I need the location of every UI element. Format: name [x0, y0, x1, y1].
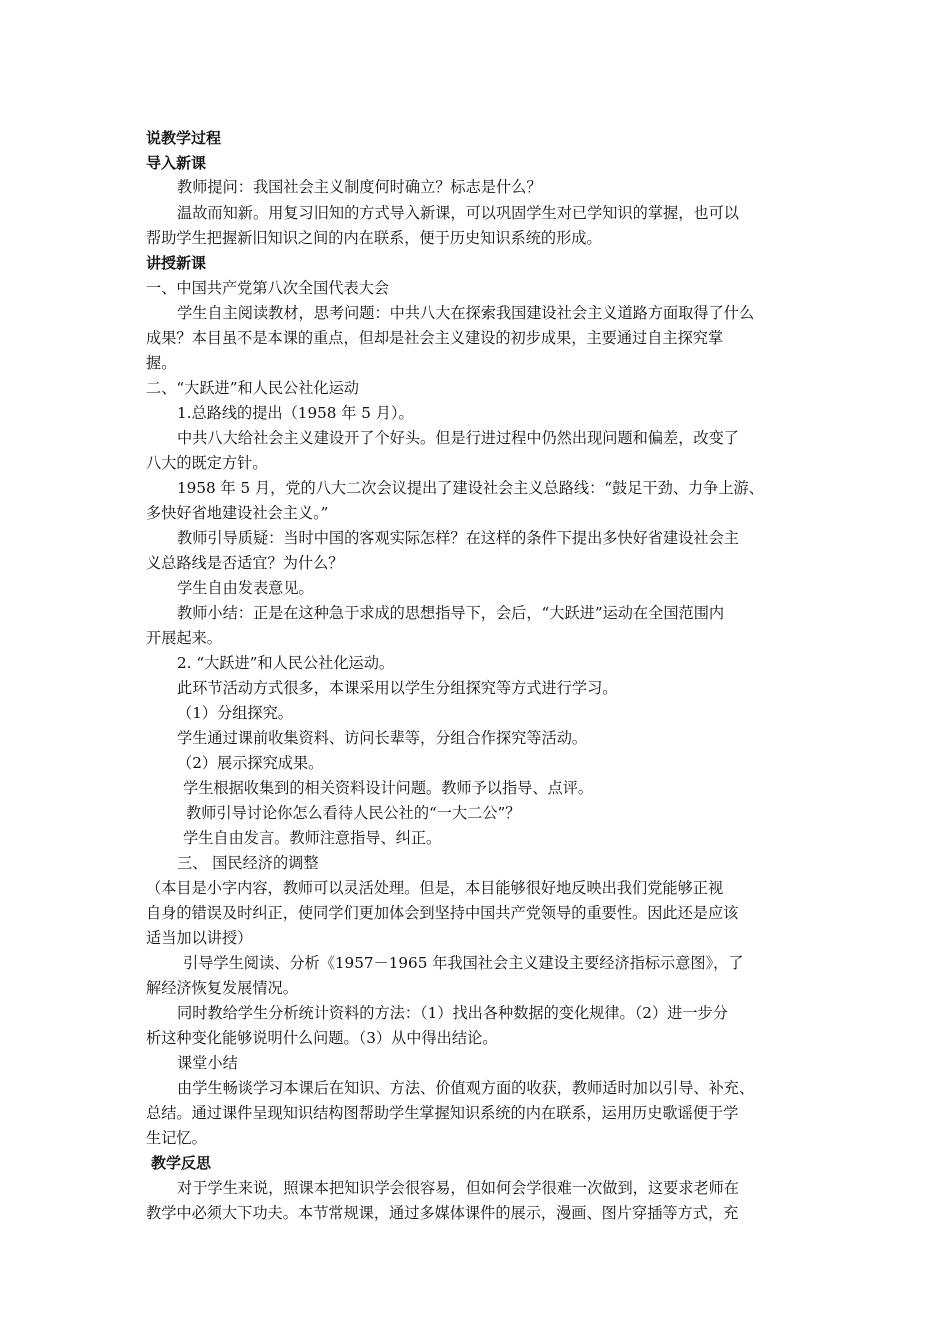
section-2-paragraph-line: 学生自由发表意见。 [177, 579, 314, 597]
section-2-paragraph-line: 八大的既定方针。 [146, 454, 268, 472]
summary-paragraph-line: 生记忆。 [146, 1129, 207, 1147]
section-3-paragraph-line: （本目是小字内容，教师可以灵活处理。但是，本目能够很好地反映出我们党能够正视 [146, 879, 724, 897]
heading-teaching: 讲授新课 [146, 254, 207, 272]
section-3-paragraph-line: 适当加以讲授） [146, 929, 253, 947]
section-2-paragraph-line: 教师引导讨论你怎么看待人民公社的“一大二公”？ [186, 804, 521, 822]
heading-intro: 导入新课 [146, 154, 207, 172]
section-2-item-2: 2. “大跃进”和人民公社化运动。 [177, 654, 395, 672]
section-3-paragraph-line: 自身的错误及时纠正，使同学们更加体会到坚持中国共产党领导的重要性。因此还是应该 [146, 904, 739, 922]
section-2-title: 二、“大跃进”和人民公社化运动 [146, 379, 359, 397]
summary-paragraph-line: 由学生畅谈学习本课后在知识、方法、价值观方面的收获，教师适时加以引导、补充、 [177, 1079, 755, 1097]
section-2-paragraph-line: 中共八大给社会主义建设开了个好头。但是行进过程中仍然出现问题和偏差，改变了 [177, 429, 739, 447]
section-3-paragraph-line: 解经济恢复发展情况。 [146, 979, 298, 997]
section-1-paragraph-line: 学生自主阅读教材，思考问题：中共八大在探索我国建设社会主义道路方面取得了什么 [177, 304, 755, 322]
intro-paragraph-line: 帮助学生把握新旧知识之间的内在联系，便于历史知识系统的形成。 [146, 229, 602, 247]
section-3-paragraph-line: 引导学生阅读、分析《1957－1965 年我国社会主义建设主要经济指标示意图》，了 [183, 954, 744, 972]
section-2-paragraph-line: 1958 年 5 月，党的八大二次会议提出了建设社会主义总路线：“鼓足干劲、力争上游、 [177, 479, 764, 497]
summary-paragraph-line: 总结。通过课件呈现知识结构图帮助学生掌握知识系统的内在联系，运用历史歌谣便于学 [146, 1104, 739, 1122]
heading-reflection: 教学反思 [151, 1154, 212, 1172]
section-1-title: 一、中国共产党第八次全国代表大会 [146, 279, 389, 297]
section-2-paragraph-line: 开展起来。 [146, 629, 222, 647]
reflection-paragraph-line: 对于学生来说，照课本把知识学会很容易，但如何会学很难一次做到，这要求老师在 [177, 1179, 739, 1197]
section-2-paragraph-line: 学生根据收集到的相关资料设计问题。教师予以指导、点评。 [183, 779, 594, 797]
section-2-paragraph-line: 教师引导质疑：当时中国的客观实际怎样？在这样的条件下提出多快好省建设社会主 [177, 529, 739, 547]
intro-paragraph-line: 温故而知新。用复习旧知的方式导入新课，可以巩固学生对已学知识的掌握，也可以 [177, 204, 739, 222]
section-2-paragraph-line: 教师小结：正是在这种急于求成的思想指导下，会后，“大跃进”运动在全国范围内 [177, 604, 725, 622]
section-2-paragraph-line: 此环节活动方式很多，本课采用以学生分组探究等方式进行学习。 [177, 679, 618, 697]
section-2-paragraph-line: 学生自由发言。教师注意指导、纠正。 [183, 829, 442, 847]
section-2-paragraph-line: 学生通过课前收集资料、访问长辈等，分组合作探究等活动。 [177, 729, 588, 747]
section-2-paragraph-line: 义总路线是否适宜？为什么？ [146, 554, 344, 572]
section-2-subitem-1: （1）分组探究。 [177, 704, 293, 722]
reflection-paragraph-line: 教学中必须大下功夫。本节常规课，通过多媒体课件的展示，漫画、图片穿插等方式，充 [146, 1204, 739, 1222]
section-2-subitem-2: （2）展示探究成果。 [177, 754, 324, 772]
section-1-paragraph-line: 成果？本目虽不是本课的重点，但却是社会主义建设的初步成果，主要通过自主探究掌 [146, 329, 724, 347]
intro-question: 教师提问：我国社会主义制度何时确立？标志是什么？ [177, 178, 542, 196]
section-1-paragraph-line: 握。 [146, 354, 177, 372]
section-3-paragraph-line: 同时教给学生分析统计资料的方法：（1）找出各种数据的变化规律。（2）进一步分 [177, 1004, 728, 1022]
section-2-item-1: 1.总路线的提出（1958 年 5 月）。 [177, 404, 414, 422]
section-3-paragraph-line: 析这种变化能够说明什么问题。（3）从中得出结论。 [146, 1029, 498, 1047]
summary-title: 课堂小结 [177, 1054, 238, 1072]
heading-process: 说教学过程 [146, 129, 222, 147]
section-3-title: 三、 国民经济的调整 [177, 854, 319, 872]
section-2-paragraph-line: 多快好省地建设社会主义。” [146, 504, 329, 522]
